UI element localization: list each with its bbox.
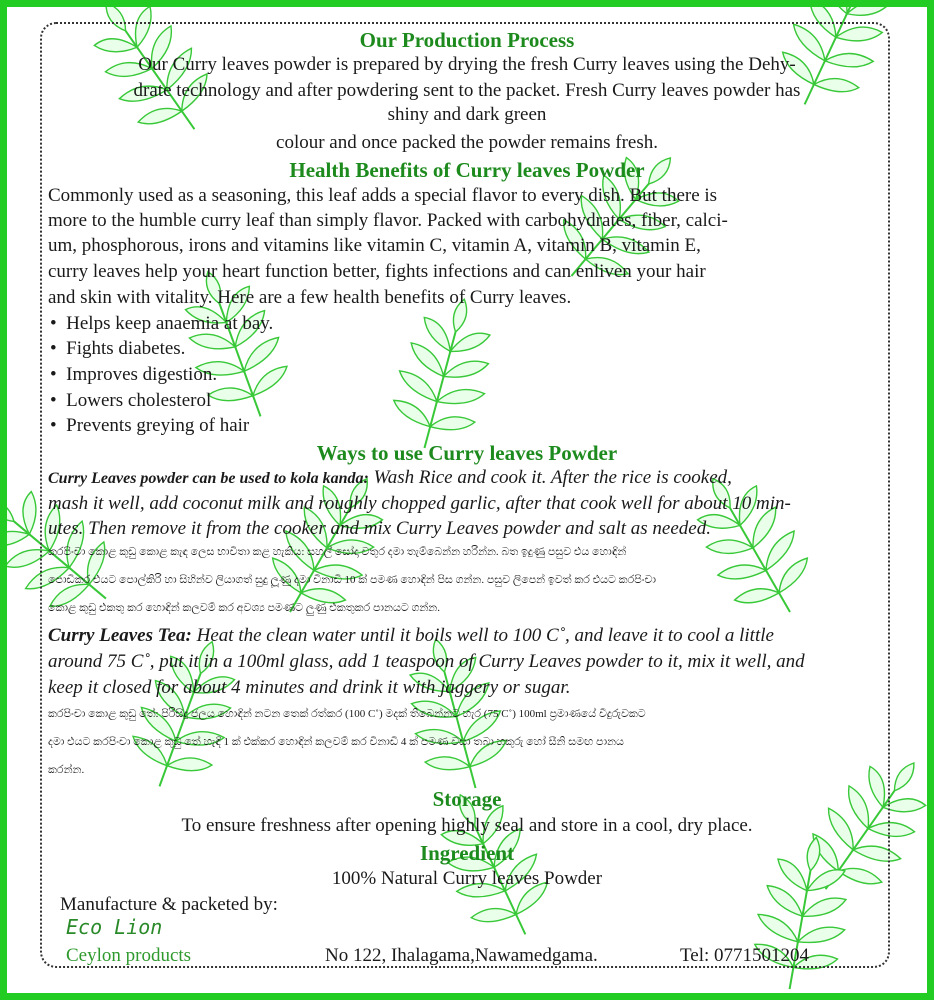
sinhala-kola-line-3: කොළ කුඩු එකතු කර හොඳින් කලවම් කර අවශ්‍ය පමණට ලුණු එකතුකර පානයට ගන්න. [48, 602, 440, 614]
sinhala-tea-line-2: දමා එයට කරපිංචා කොළ කුඩු තේ හැඳි 1 ක් එක්කර හොඳින් කලවම් කර විනාඩි 4 ක් පමණ වසා තබා හකුරු හෝ සීනි සමඟ පානය [48, 736, 624, 748]
tea-line-2: around 75 C˚, put it in a 100ml glass, add 1 teaspoon of Curry Leaves powder to it, mix it well, and [48, 651, 805, 672]
production-line-3: shiny and dark green [387, 104, 547, 125]
ways-heading: Ways to use Curry leaves Powder [316, 441, 618, 465]
health-line-2: more to the humble curry leaf than simply flavor. Packed with carbohydrates, fiber, calci- [48, 210, 728, 231]
production-heading: Our Production Process [359, 28, 575, 52]
list-item: • Prevents greying of hair [50, 415, 250, 436]
kola-line-3: utes. Then remove it from the cooker and mix Curry Leaves powder and salt as needed. [48, 518, 711, 539]
list-item: • Improves digestion. [50, 364, 218, 385]
sinhala-kola-line-2: පොඩිකර එයට පොල්කිරි හා සිහින්ව ලියාගත් සුදු ලූණු දමා විනාඩි 10 ක් පමණ හොඳින් පිස ගන්න. පසුව ලිපෙන් ඉවත් කර එයට කරපිංචා [48, 574, 657, 586]
health-line-3: um, phosphorous, irons and vitamins like vitamin C, vitamin A, vitamin B, vitamin E, [48, 235, 701, 256]
kola-line-1: Curry Leaves powder can be used to kola kanda: Wash Rice and cook it. After the rice is cooked, [48, 467, 732, 488]
health-line-5: and skin with vitality. Here are a few health benefits of Curry leaves. [48, 287, 572, 308]
tea-line-1: Curry Leaves Tea: Heat the clean water until it boils well to 100 C˚, and leave it to cool a little [48, 625, 774, 646]
ingredient-text: 100% Natural Curry leaves Powder [331, 868, 603, 889]
list-item: • Fights diabetes. [50, 338, 186, 359]
sinhala-tea-line-1: කරපිංචා කොළ කුඩු තේ: පිරිසිදු ජලය හොඳින් නටන තෙක් රත්කර (100 C˚) මදක් තිබෙන්නට හැර (75 C˚) 100ml ප්‍රමාණයේ වීදුරුවකට [48, 708, 646, 720]
production-line-1: Our Curry leaves powder is prepared by drying the fresh Curry leaves using the Dehy- [138, 54, 796, 75]
production-line-2: drate technology and after powdering sent to the packet. Fresh Curry leaves powder has [133, 80, 801, 101]
list-item: • Lowers cholesterol [50, 390, 212, 411]
sinhala-tea-line-3: කරන්න. [48, 764, 85, 776]
health-line-4: curry leaves help your heart function better, fights infections and can enliven your hair [48, 261, 706, 282]
address: No 122, Ihalagama,Nawamedgama. [325, 945, 598, 966]
storage-text: To ensure freshness after opening highly seal and store in a cool, dry place. [181, 815, 753, 836]
company-name: Ceylon products [66, 945, 192, 966]
manufacturer-label: Manufacture & packeted by: [60, 894, 278, 915]
production-line-4: colour and once packed the powder remains fresh. [276, 132, 658, 153]
sinhala-kola-line-1: කරපිංචා කොළ කුඩු කොළ කැඳ ලෙස භාවිතා කළ හැකිය: සහල් සෝදා වතුර දමා තැම්බෙන්න හරින්න. බත ඉදුණු පසුව එය හොඳින් [48, 546, 627, 558]
tea-line-3: keep it closed for about 4 minutes and drink it with jaggery or sugar. [48, 677, 571, 698]
list-item: • Helps keep anaemia at bay. [50, 313, 274, 334]
eco-lion-logo: Eco Lion [66, 915, 163, 939]
ingredient-heading: Ingredient [419, 841, 515, 865]
health-heading: Health Benefits of Curry leaves Powder [289, 158, 645, 182]
phone: Tel: 0771501204 [680, 945, 810, 966]
health-line-1: Commonly used as a seasoning, this leaf adds a special flavor to every dish. But there is [48, 185, 718, 206]
storage-heading: Storage [432, 787, 502, 811]
kola-line-2: mash it well, add coconut milk and roughly chopped garlic, after that cook well for about 10 min- [48, 493, 791, 514]
